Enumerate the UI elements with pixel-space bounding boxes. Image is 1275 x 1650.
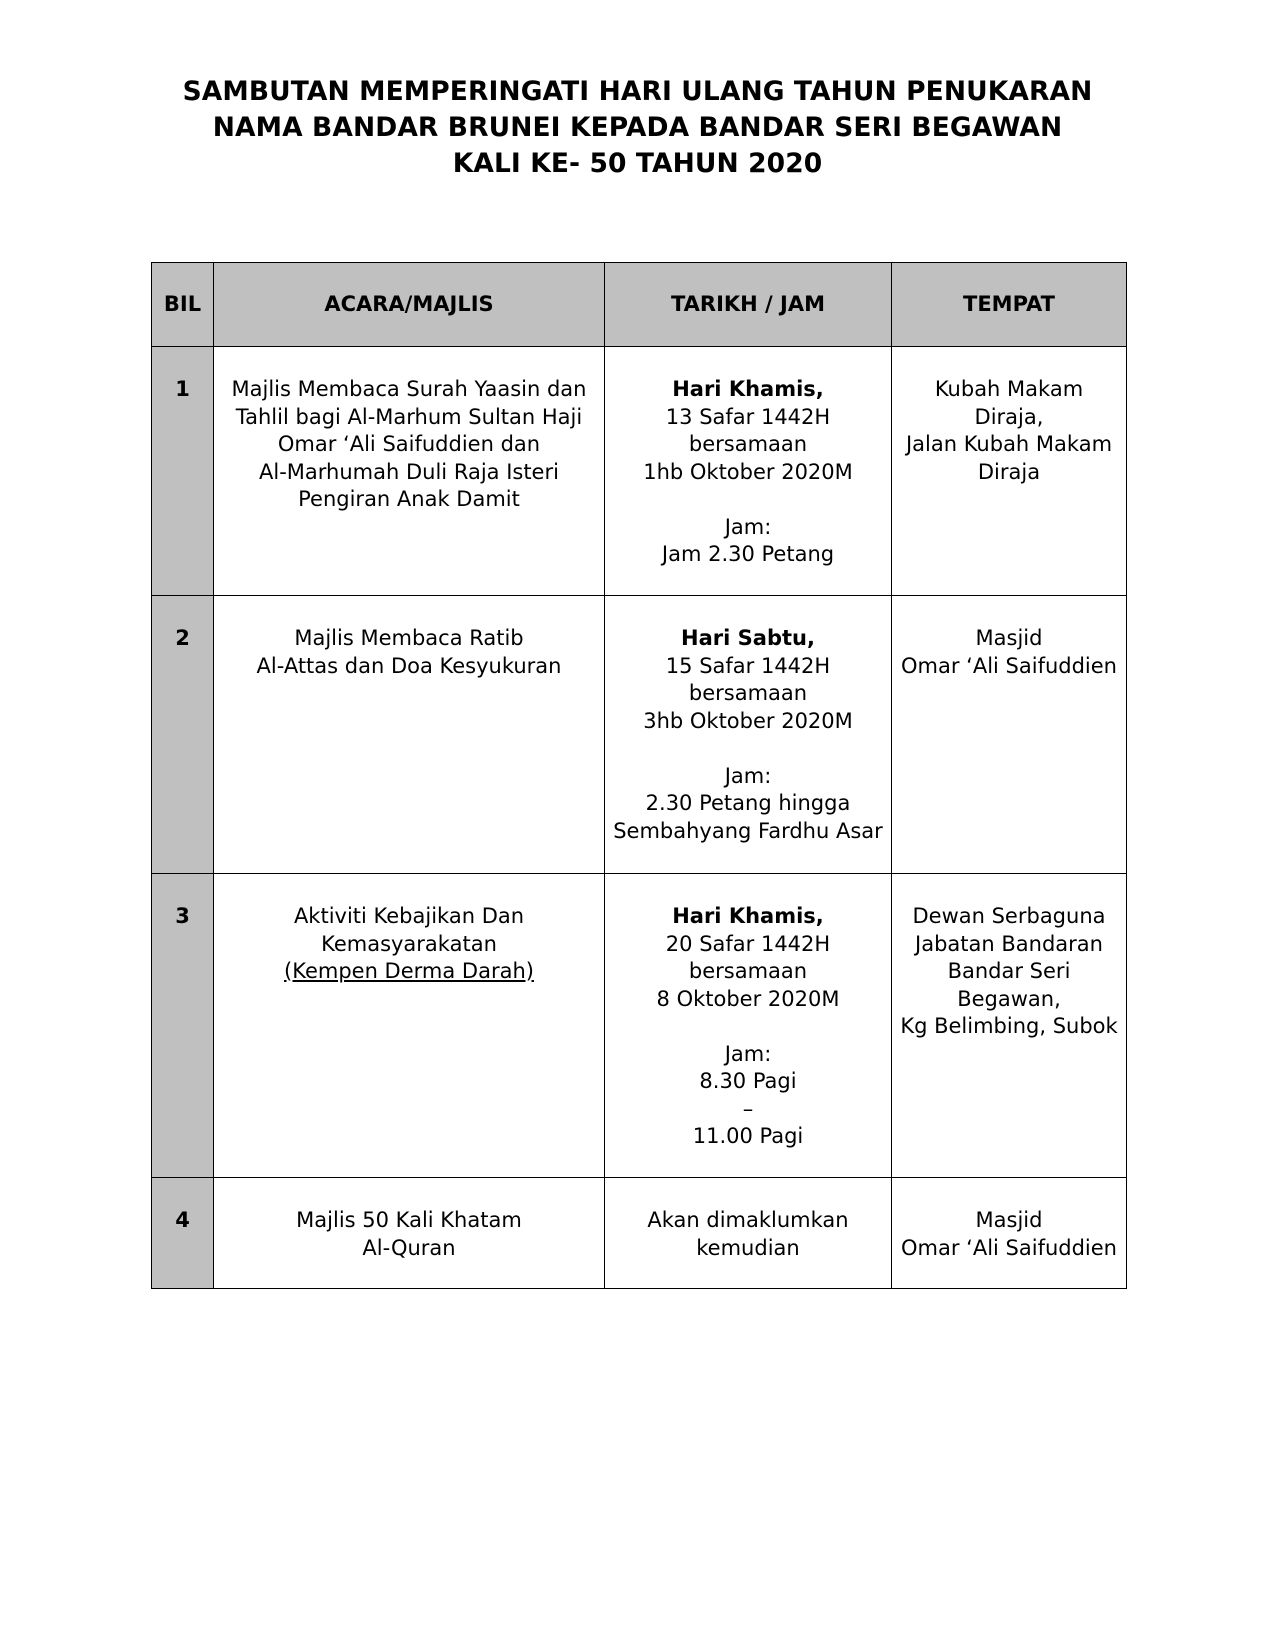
- tarikh-cell: [605, 596, 892, 874]
- spacer: [605, 1013, 891, 1041]
- tempat-cell: [892, 596, 1127, 874]
- tarikh-line: bersamaan: [688, 432, 808, 456]
- header-tarikh: TARIKH / JAM: [605, 263, 892, 347]
- acara-line: Al-Marhumah Duli Raja Isteri: [259, 459, 559, 484]
- tarikh-line: 13 Safar 1442H: [665, 404, 831, 429]
- tarikh-line: kemudian: [696, 1235, 800, 1260]
- title-line: KALI KE- 50 TAHUN 2020: [452, 148, 823, 179]
- tempat-line: Diraja: [977, 459, 1041, 484]
- table-header-row: [152, 263, 1127, 347]
- tarikh-line: 8 Oktober 2020M: [656, 986, 840, 1011]
- hari-label: Hari Khamis,: [672, 377, 824, 401]
- row-number: [152, 596, 214, 874]
- acara-line: Omar ‘Ali Saifuddien dan: [277, 432, 541, 456]
- table-row: [152, 596, 1127, 874]
- jam-line: –: [742, 1096, 754, 1121]
- acara-line: Majlis 50 Kali Khatam: [296, 1208, 522, 1232]
- acara-line: Pengiran Anak Damit: [298, 487, 520, 511]
- row-number-text: 1: [175, 377, 190, 401]
- jam-line: 2.30 Petang hingga: [645, 791, 851, 815]
- acara-line: Al-Attas dan Doa Kesyukuran: [256, 653, 562, 678]
- tarikh-line: 15 Safar 1442H: [665, 653, 831, 678]
- jam-line: 8.30 Pagi: [699, 1069, 797, 1093]
- tempat-line: Masjid: [975, 1208, 1043, 1232]
- tempat-line: Diraja,: [974, 404, 1044, 429]
- row-number-text: 4: [175, 1208, 190, 1232]
- table-row: [152, 874, 1127, 1178]
- tarikh-line: 20 Safar 1442H: [665, 931, 831, 956]
- tarikh-line: 3hb Oktober 2020M: [643, 708, 853, 733]
- acara-cell: [214, 347, 605, 596]
- tempat-cell: [892, 874, 1127, 1178]
- row-number-text: 3: [175, 904, 190, 928]
- acara-line: Aktiviti Kebajikan Dan: [293, 904, 525, 928]
- tarikh-cell: [605, 874, 892, 1178]
- row-number: [152, 347, 214, 596]
- row-number-text: 2: [175, 626, 190, 650]
- acara-cell: [214, 1178, 605, 1289]
- spacer: [605, 486, 891, 514]
- acara-underlined: (Kempen Derma Darah): [284, 959, 534, 983]
- tarikh-line: 1hb Oktober 2020M: [643, 459, 853, 484]
- schedule-table: [151, 262, 1127, 1289]
- hari-label: Hari Khamis,: [672, 904, 824, 928]
- jam-label: Jam:: [724, 763, 772, 788]
- tempat-line: Omar ‘Ali Saifuddien: [900, 653, 1117, 678]
- jam-label: Jam:: [724, 514, 772, 539]
- tarikh-line: bersamaan: [688, 959, 808, 983]
- tempat-line: Kg Belimbing, Subok: [900, 1014, 1118, 1038]
- tempat-line: Bandar Seri: [947, 959, 1071, 983]
- row-number: [152, 1178, 214, 1289]
- tarikh-cell: [605, 347, 892, 596]
- tempat-line: Omar ‘Ali Saifuddien: [900, 1235, 1117, 1260]
- tempat-cell: [892, 1178, 1127, 1289]
- acara-line: Tahlil bagi Al-Marhum Sultan Haji: [235, 404, 583, 429]
- acara-line: Majlis Membaca Surah Yaasin dan: [231, 377, 587, 401]
- jam-line: Sembahyang Fardhu Asar: [613, 818, 883, 843]
- tempat-line: Jalan Kubah Makam: [905, 432, 1113, 456]
- tempat-line: Begawan,: [957, 986, 1061, 1011]
- header-bil: BIL: [152, 263, 214, 347]
- header-tempat: TEMPAT: [892, 263, 1127, 347]
- acara-line: Majlis Membaca Ratib: [294, 626, 524, 650]
- tarikh-line: bersamaan: [688, 681, 808, 705]
- tarikh-line: Akan dimaklumkan: [647, 1208, 849, 1232]
- acara-cell: [214, 874, 605, 1178]
- acara-line: Al-Quran: [362, 1235, 456, 1260]
- header-acara: ACARA/MAJLIS: [214, 263, 605, 347]
- tempat-line: Kubah Makam: [934, 377, 1084, 401]
- table-row: [152, 347, 1127, 596]
- acara-line: Kemasyarakatan: [321, 931, 497, 956]
- jam-line: Jam 2.30 Petang: [661, 542, 835, 566]
- row-number: [152, 874, 214, 1178]
- tempat-line: Jabatan Bandaran: [915, 931, 1103, 956]
- tarikh-cell: [605, 1178, 892, 1289]
- tempat-cell: [892, 347, 1127, 596]
- jam-label: Jam:: [724, 1041, 772, 1066]
- tempat-line: Masjid: [975, 626, 1043, 650]
- jam-line: 11.00 Pagi: [692, 1124, 804, 1148]
- title-line: NAMA BANDAR BRUNEI KEPADA BANDAR SERI BEGAWAN: [212, 112, 1063, 143]
- tempat-line: Dewan Serbaguna: [912, 904, 1106, 928]
- title-line: SAMBUTAN MEMPERINGATI HARI ULANG TAHUN PENUKARAN: [182, 76, 1093, 107]
- table-row: [152, 1178, 1127, 1289]
- spacer: [605, 735, 891, 763]
- document-title: [0, 74, 1275, 182]
- hari-label: Hari Sabtu,: [681, 626, 815, 650]
- acara-cell: [214, 596, 605, 874]
